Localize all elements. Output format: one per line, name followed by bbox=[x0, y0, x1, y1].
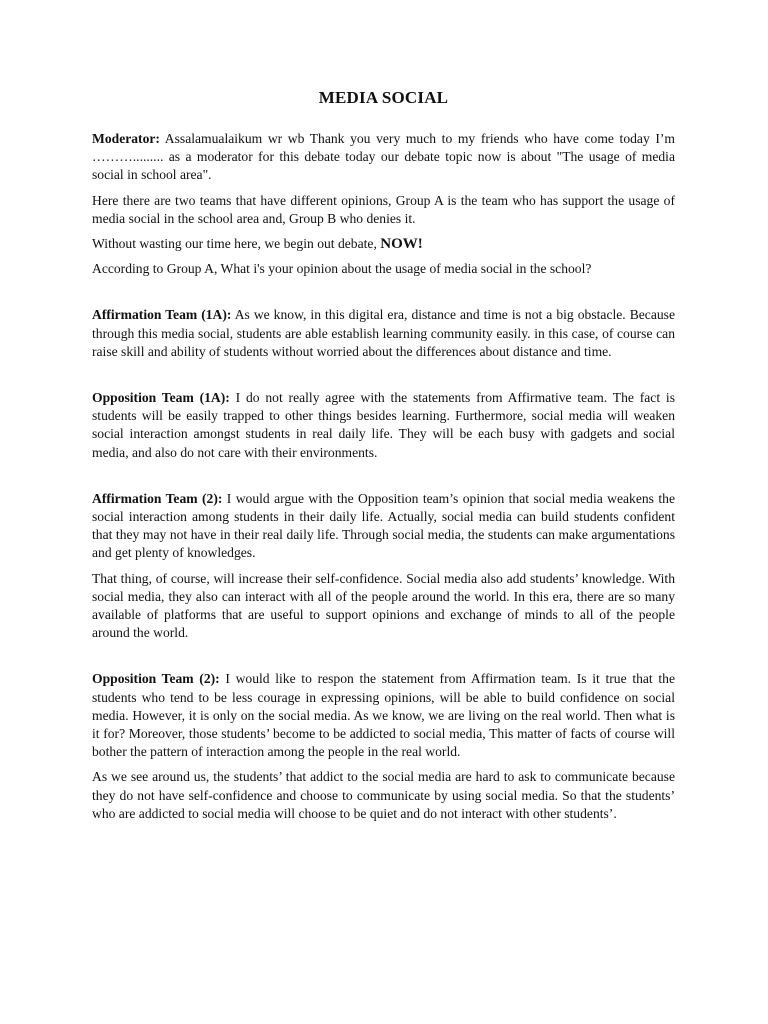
moderator-paragraph-1 bbox=[92, 130, 675, 185]
opposition-2-paragraph-1 bbox=[92, 670, 675, 761]
document-page bbox=[92, 88, 675, 823]
moderator-text-1: Assalamualaikum wr wb Thank you very much to my friends who have come today I’m ………......... as a moderator for this debate today our debate topic now is about "The usage of media social in school area". bbox=[92, 131, 675, 183]
opposition-2-speaker-label: Opposition Team (2): bbox=[92, 671, 220, 687]
affirmation-1-text: As we know, in this digital era, distance and time is not a big obstacle. Because through this media social, students are able establish learning community easily. in this case, of course can raise skill and ability of students without worried about the differences about distance and time. bbox=[92, 307, 675, 359]
affirmation-2-paragraph-1 bbox=[92, 490, 675, 563]
moderator-paragraph-4: According to Group A, What i's your opinion about the usage of media social in the school? bbox=[92, 261, 592, 277]
document-title: MEDIA SOCIAL bbox=[318, 88, 449, 107]
moderator-paragraph-3 bbox=[92, 235, 675, 253]
affirmation-1-speaker-label: Affirmation Team (1A): bbox=[92, 307, 232, 323]
opposition-2-paragraph-2: As we see around us, the students’ that addict to the social media are hard to ask to communicate because they do not have self-confidence and choose to communicate by using social media. So that the students’ who are addicted to social media will choose to be quiet and do not interact with other students’. bbox=[92, 769, 675, 821]
affirmation-2-paragraph-2: That thing, of course, will increase their self-confidence. Social media also add students’ knowledge. With social media, they also can interact with all of the people around the world. In this era, there are so many available of platforms that are useful to support opinions and exchange of minds to all of the people around the world. bbox=[92, 570, 675, 641]
opposition-1-speaker-label: Opposition Team (1A): bbox=[92, 390, 230, 406]
moderator-now-emphasis: NOW! bbox=[380, 236, 423, 253]
moderator-text-3: Without wasting our time here, we begin out debate, bbox=[92, 236, 381, 252]
opposition-2-text: I would like to respon the statement from Affirmation team. Is it true that the students who tend to be less courage in expressing opinions, will be able to build confidence on social media. However, it is only on the social media. As we know, we are living on the real world. Then what is it for? Moreover, those students’ become to be addicted to social media, This matter of facts of course will bother the pattern of interaction among the people in the real world. bbox=[92, 671, 675, 760]
moderator-speaker-label: Moderator: bbox=[92, 131, 160, 146]
moderator-paragraph-2: Here there are two teams that have different opinions, Group A is the team who has support the usage of media social in the school area and, Group B who denies it. bbox=[92, 192, 675, 226]
affirmation-1-paragraph bbox=[92, 306, 675, 361]
affirmation-2-speaker-label: Affirmation Team (2): bbox=[92, 490, 223, 506]
affirmation-2-text: I would argue with the Opposition team’s opinion that social media weakens the social interaction among students in their daily life. Actually, social media can build students confident that they may not have in their real daily life. Through social media, the students can make argumentations and get plenty of knowledges. bbox=[92, 490, 675, 561]
opposition-1-paragraph bbox=[92, 389, 675, 462]
opposition-1-text: I do not really agree with the statements from Affirmative team. The fact is students will be easily trapped to other things besides learning. Furthermore, social media will weaken social interaction amongst students in real daily life. They will be each busy with gadgets and social media, and also do not care with their environments. bbox=[92, 390, 675, 460]
